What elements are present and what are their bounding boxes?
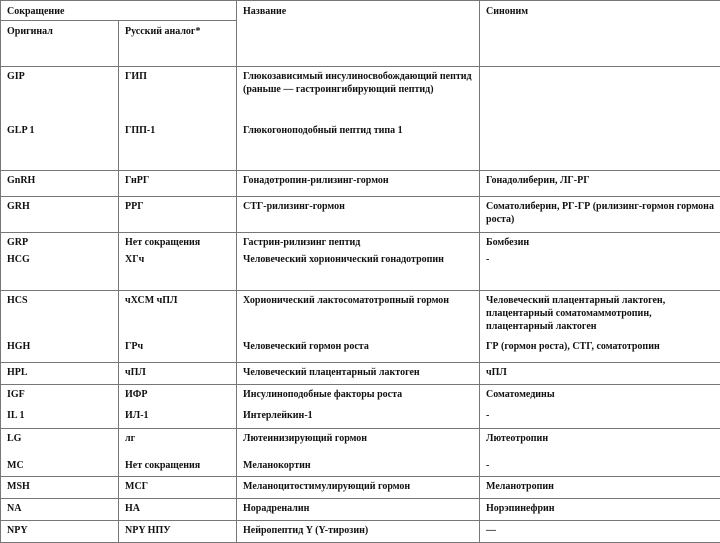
table-row [1,171,720,197]
cell-original: GnRH [1,171,119,197]
cell-synonym: Гонадолиберин, ЛГ-РГ [480,171,720,197]
table-row [1,197,720,233]
cell-synonym [480,429,720,477]
table-row [1,521,720,543]
cell-text: - [486,253,714,266]
cell-text: Лютеинизирующий гормон [243,432,473,459]
table-row [1,385,720,429]
cell-text: GRP [7,236,112,253]
cell-text: HCS [7,294,112,340]
cell-text: HGH [7,340,112,353]
cell-original [1,385,119,429]
cell-name [237,385,480,429]
header-russian: Русский аналог* [119,21,237,67]
cell-text: Лютеотропин [486,432,714,459]
cell-russian [119,67,237,171]
cell-russian: НА [119,499,237,521]
cell-text: Нет сокращения [125,459,230,472]
cell-name: Человеческий плацентарный лактоген [237,363,480,385]
cell-russian: ГнРГ [119,171,237,197]
cell-original: NPY [1,521,119,543]
cell-synonym [480,291,720,363]
cell-original: MSH [1,477,119,499]
cell-russian: NPY НПУ [119,521,237,543]
cell-text: чХСМ чПЛ [125,294,230,340]
cell-text: ГРч [125,340,230,353]
cell-synonym: Меланотропин [480,477,720,499]
table-row [1,477,720,499]
cell-text: - [486,409,714,422]
cell-original [1,291,119,363]
cell-text: Меланокортин [243,459,473,472]
cell-russian [119,429,237,477]
cell-text: ИЛ-1 [125,409,230,422]
cell-text: Интерлейкин-1 [243,409,473,422]
cell-original: NA [1,499,119,521]
cell-text: HCG [7,253,112,266]
cell-text: GLP 1 [7,124,112,137]
cell-text: Соматомедины [486,388,714,409]
cell-text: - [486,459,714,472]
cell-text: Человеческий плацентарный лактоген, плацентарный соматомаммотропин, плацентарный лактоген [486,294,714,340]
cell-name: Норадреналин [237,499,480,521]
cell-original [1,233,119,291]
table-row [1,363,720,385]
cell-synonym: — [480,521,720,543]
header-original: Оригинал [1,21,119,67]
cell-russian [119,291,237,363]
cell-text: Нет сокращения [125,236,230,253]
cell-name [237,429,480,477]
cell-text: IGF [7,388,112,409]
cell-synonym: чПЛ [480,363,720,385]
cell-text: Человеческий хорионический гонадотропин [243,253,473,266]
cell-russian: чПЛ [119,363,237,385]
table-row [1,499,720,521]
cell-text: ГР (гормон роста), СТГ, соматотропин [486,340,714,353]
cell-text: ИФР [125,388,230,409]
header-name: Название [237,1,480,67]
cell-text: Бомбезин [486,236,714,253]
cell-synonym [480,385,720,429]
cell-synonym: Норэпинефрин [480,499,720,521]
cell-original: HPL [1,363,119,385]
cell-text: Глюкогоноподобный пептид типа 1 [243,124,473,137]
cell-russian: МСГ [119,477,237,499]
cell-text: IL 1 [7,409,112,422]
cell-original: GRH [1,197,119,233]
table-row [1,291,720,363]
cell-synonym [480,67,720,171]
cell-text: ХГч [125,253,230,266]
cell-name: Нейропептид Y (Y-тирозин) [237,521,480,543]
cell-name: СТГ-рилизинг-гормон [237,197,480,233]
cell-name [237,67,480,171]
cell-text: ГПП-1 [125,124,230,137]
table-row [1,233,720,291]
cell-synonym: Соматолиберин, РГ-ГР (рилизинг-гормон гормона роста) [480,197,720,233]
cell-text: Глюкозависимый инсулиносвобождающий пептид (раньше — гастроингибирующий пептид) [243,70,473,124]
cell-text: Хорионический лактосоматотропный гормон [243,294,473,340]
cell-text: Гастрин-рилизинг пептид [243,236,473,253]
cell-name [237,233,480,291]
cell-russian [119,233,237,291]
cell-text: лг [125,432,230,459]
header-synonym: Синоним [480,1,720,67]
cell-name: Меланоцитостимулирующий гормон [237,477,480,499]
cell-name [237,291,480,363]
header-abbreviation: Сокращение [1,1,237,21]
table-row [1,429,720,477]
cell-text: GIP [7,70,112,124]
cell-text: Человеческий гормон роста [243,340,473,353]
cell-text: ГИП [125,70,230,124]
header-row [1,1,720,21]
cell-original [1,67,119,171]
cell-synonym [480,233,720,291]
table-row [1,67,720,171]
cell-russian [119,385,237,429]
cell-text: MC [7,459,112,472]
cell-russian: РРГ [119,197,237,233]
cell-text: Инсулиноподобные факторы роста [243,388,473,409]
cell-text: LG [7,432,112,459]
cell-name: Гонадотропин-рилизинг-гормон [237,171,480,197]
cell-original [1,429,119,477]
